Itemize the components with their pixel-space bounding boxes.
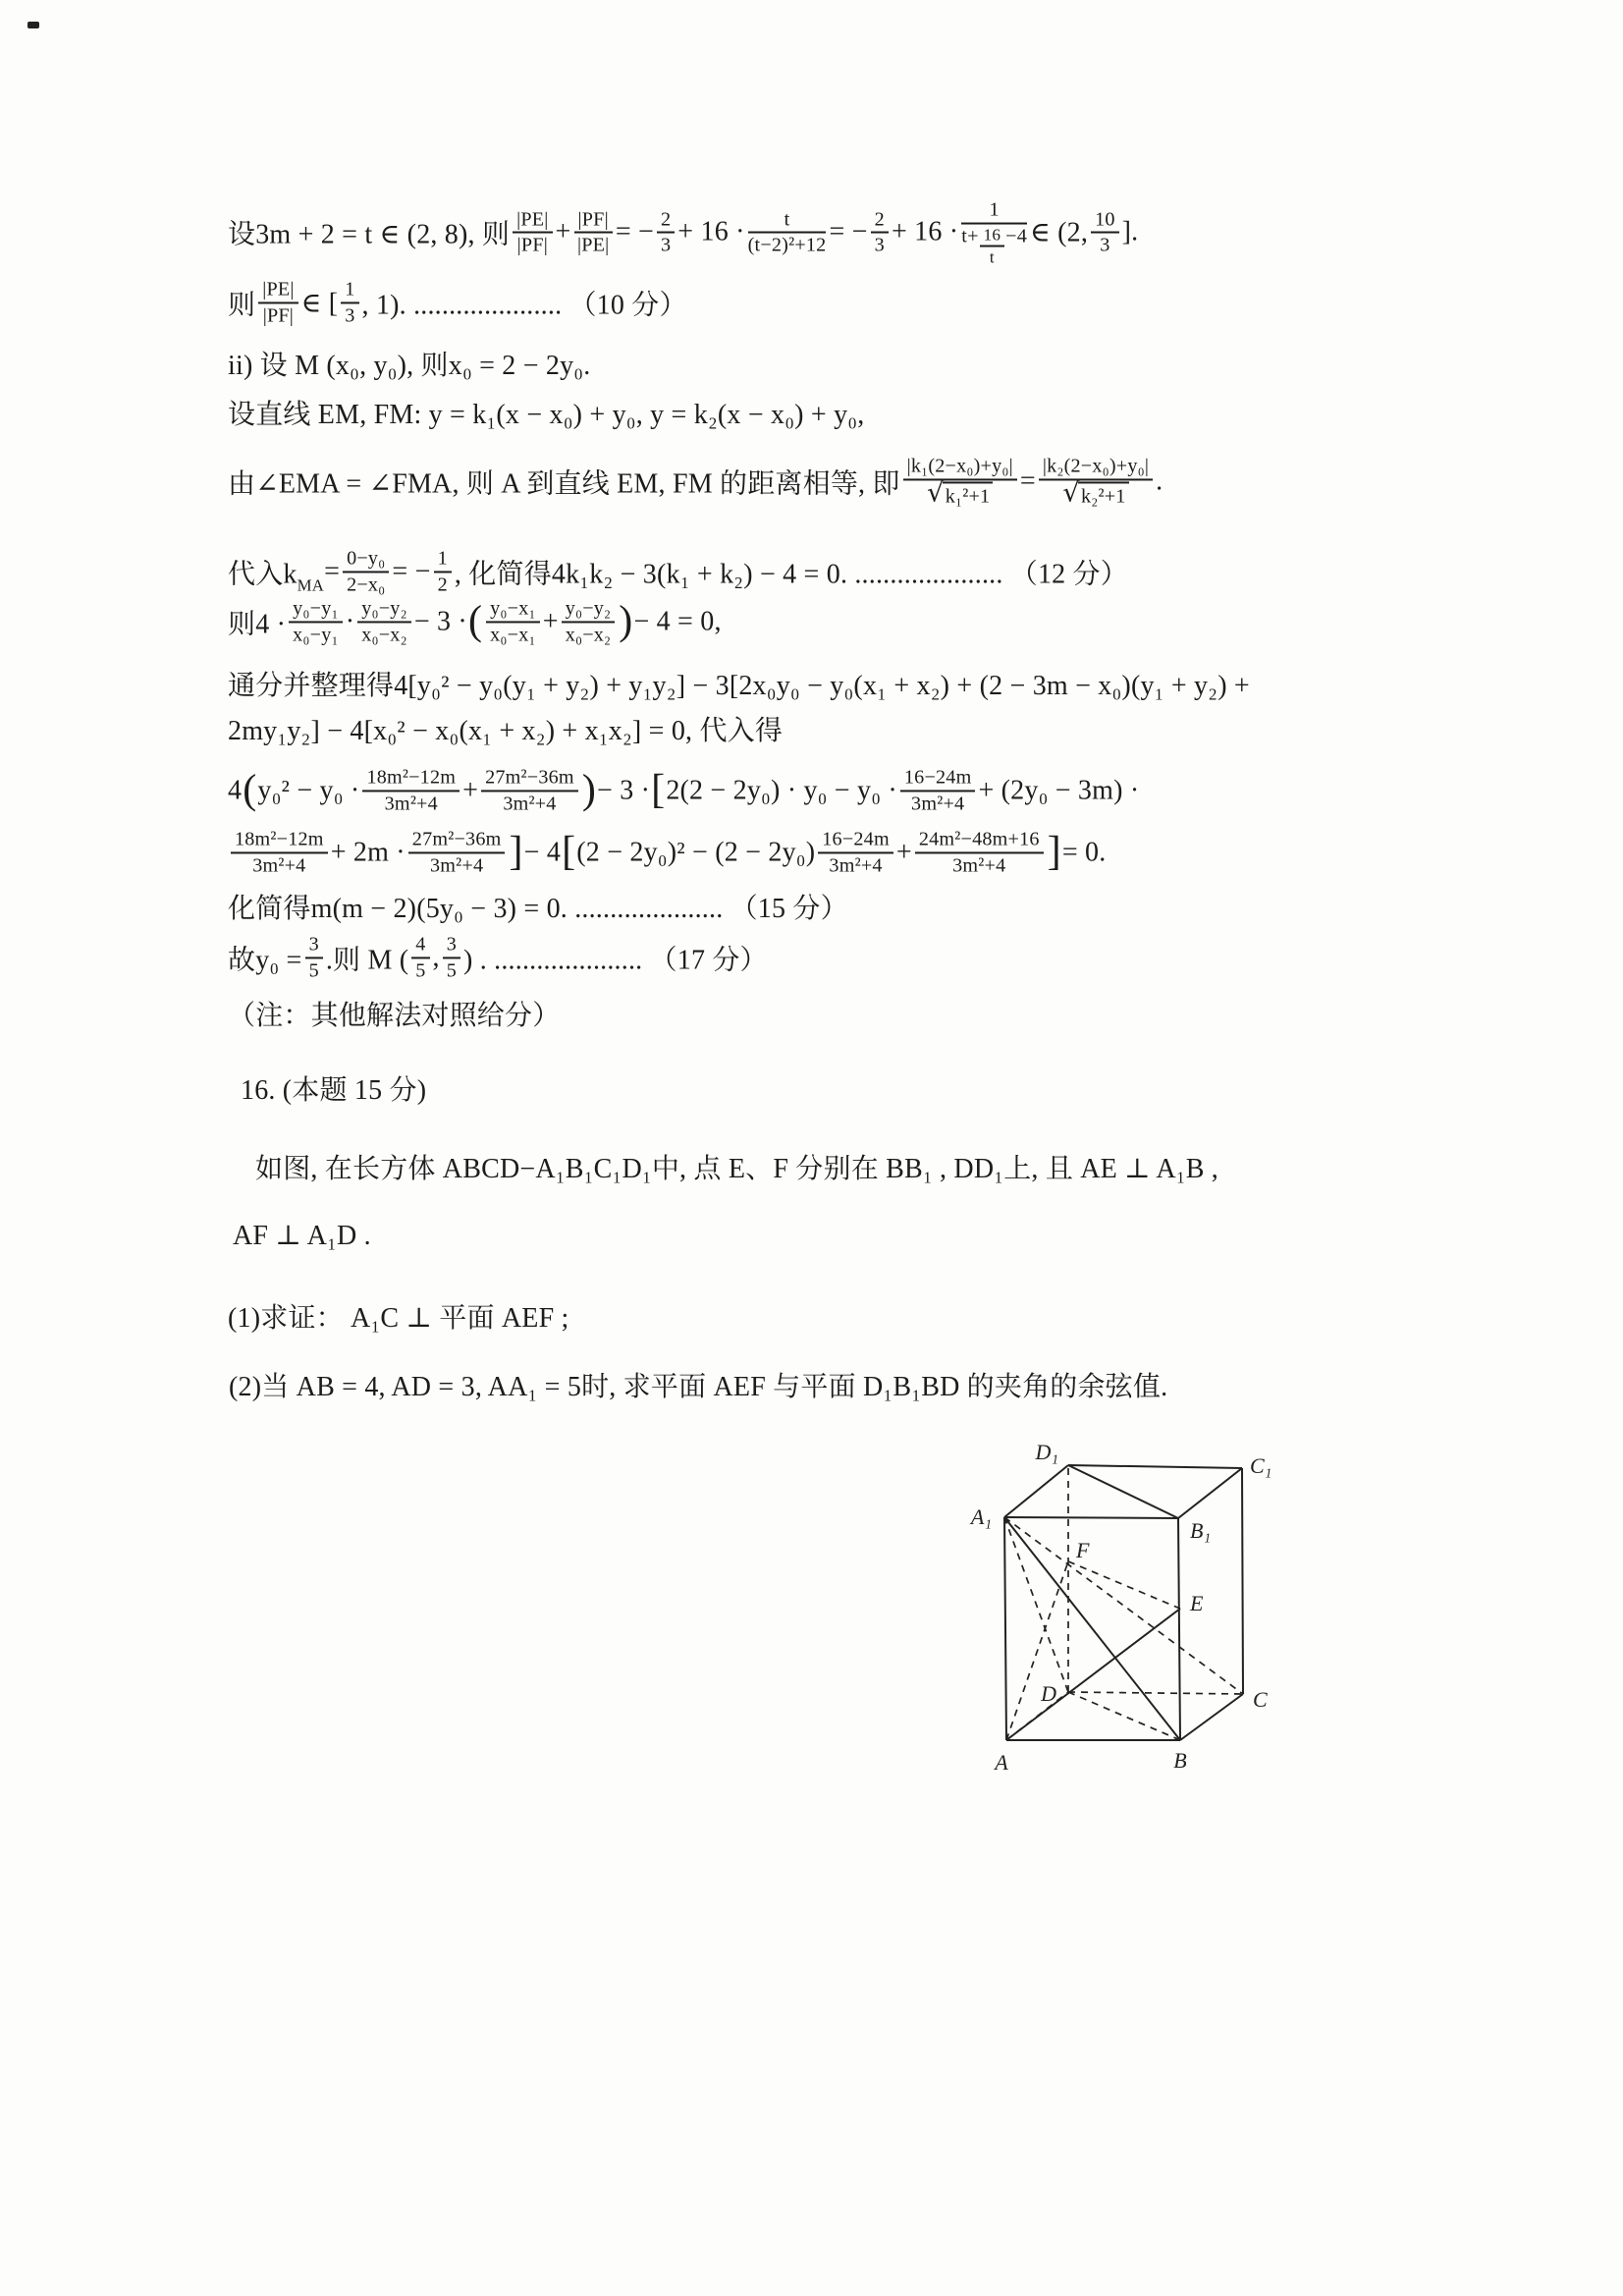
fraction: $\frac{\text{y₀−y₂}}{\text{x₀−x₂}}$ — [357, 597, 411, 645]
fraction: $\frac{\text{y₀−x₁}}{\text{x₀−x₁}}$ — [486, 597, 540, 645]
vertex-label-E: E — [1190, 1591, 1204, 1615]
edge-A1-B1 — [1004, 1517, 1178, 1518]
text-run: （注：其他解法对照给分） — [228, 1001, 561, 1031]
fraction: $\frac{\text{18m²−12m}}{\text{3m²+4}}$ — [362, 766, 460, 814]
cuboid-figure — [913, 1414, 1345, 1827]
big-delimiter: ) — [619, 598, 633, 644]
edge-A1-D1 — [1004, 1465, 1068, 1517]
vertex-label-A₁: A₁ — [970, 1504, 992, 1529]
edge-A-E — [1006, 1609, 1180, 1740]
vertex-label-C: C — [1253, 1687, 1268, 1712]
text-run: ii) 设 M (x₀, y₀), 则x₀ = 2 − 2y₀. — [228, 351, 591, 381]
edge-F-E — [1068, 1561, 1180, 1609]
scan-speck — [27, 22, 39, 28]
big-delimiter: ) — [581, 767, 596, 813]
text-run: −4 — [1005, 225, 1028, 247]
fraction: $\frac{\text{18m²−12m}}{\text{3m²+4}}$ — [231, 828, 328, 876]
solution-line — [228, 455, 1163, 507]
text-run: 4 — [228, 775, 243, 805]
subscripted-term: 代入k MA — [228, 559, 325, 594]
fraction: |k₁(2−x₀)+y₀| √ k₁²+1 — [903, 455, 1017, 507]
vertex-label-D: D — [1041, 1681, 1056, 1706]
text-run: + — [542, 606, 559, 636]
solution-line — [228, 994, 560, 1033]
text-run: 16. (本题 15 分) — [241, 1075, 427, 1106]
text-run: = − — [829, 217, 868, 247]
text-run: (2 − 2y₀)² − (2 − 2y₀) — [576, 837, 816, 867]
solution-line — [228, 766, 1139, 814]
fraction: $\frac{\text{0−y₀}}{\text{2−x₀}}$ — [343, 547, 389, 595]
edge-D-B — [1068, 1692, 1180, 1740]
vertex-label-C₁: C₁ — [1250, 1453, 1272, 1478]
solution-line — [228, 709, 783, 748]
text-run: ]. — [1121, 217, 1139, 247]
fraction: $\frac{|PE|}{|PF|}$ — [258, 278, 298, 326]
fraction: $\frac{\text{24m²−48m+16}}{\text{3m²+4}}$ — [915, 828, 1044, 876]
fraction: $\frac{2}{3}$ — [871, 208, 889, 256]
text-run: 通分并整理得4[y₀² − y₀(y₁ + y₂) + y₁y₂] − 3[2x₀y₀ − y₀(x₁ + x₂) + (2 − 3m − x₀)(y₁ + y₂) + — [228, 671, 1250, 701]
text-run: − 3 · — [413, 606, 467, 636]
text-run: = 0. — [1061, 837, 1107, 867]
vertex-label-F: F — [1076, 1538, 1090, 1562]
text-run: , — [432, 942, 440, 972]
edge-B-C — [1180, 1694, 1243, 1740]
solution-line — [228, 887, 848, 926]
fraction: $\frac{|PF|}{|PE|}$ — [574, 208, 613, 256]
text-run: 化简得m(m − 2)(5y₀ − 3) = 0. ..................... （15 分） — [228, 894, 848, 924]
text-run: − 4 = 0, — [633, 606, 722, 636]
big-delimiter: ( — [243, 767, 257, 813]
text-run: · — [345, 606, 355, 636]
edge-D-C — [1068, 1692, 1243, 1694]
problem16-line — [228, 1296, 569, 1336]
fraction: $\frac{3}{5}$ — [305, 933, 323, 981]
problem16-line — [255, 1147, 1218, 1186]
edge-A-F — [1006, 1561, 1068, 1740]
text-run: = — [324, 556, 341, 586]
text-run: ∈ (2, — [1030, 218, 1089, 248]
fraction: $\frac{10}{3}$ — [1091, 208, 1119, 256]
text-run: 设3m + 2 = t ∈ (2, 8), 则 — [228, 220, 511, 250]
edge-A1-D — [1004, 1517, 1068, 1692]
text-run: + (2y₀ − 3m) · — [978, 775, 1140, 805]
edge-B1-C1 — [1178, 1468, 1242, 1518]
fraction: $\frac{1}{2}$ — [434, 547, 452, 595]
text-run: 则4 · — [228, 609, 287, 639]
text-run: + — [555, 217, 571, 247]
edge-A-A1 — [1004, 1517, 1006, 1740]
text-run: , 1). ..................... （10 分） — [361, 290, 687, 320]
vertex-label-A: A — [995, 1750, 1008, 1775]
text-run: − 3 · — [597, 775, 651, 805]
text-run: 2my₁y₂] − 4[x₀² − x₀(x₁ + x₂) + x₁x₂] = 0, 代入得 — [228, 716, 784, 746]
problem16-line — [229, 1365, 1167, 1404]
fraction: $\frac{\text{27m²−36m}}{\text{3m²+4}}$ — [481, 766, 578, 814]
solution-line — [228, 393, 864, 432]
fraction: $\frac{1}{3}$ — [341, 278, 358, 326]
solution-line — [228, 547, 1128, 595]
fraction: |k₂(2−x₀)+y₀| √ k₂²+1 — [1039, 455, 1153, 507]
big-delimiter: ( — [467, 598, 483, 644]
fraction: $\frac{16-24m}{\text{3m²+4}}$ — [900, 766, 976, 814]
text-run: 2(2 − 2y₀) · y₀ − y₀ · — [666, 775, 897, 805]
radical-sign: √ — [927, 477, 945, 508]
big-delimiter: ] — [509, 829, 523, 875]
vertex-label-B: B — [1173, 1748, 1187, 1773]
text-run: AF ⊥ A₁D . — [233, 1221, 371, 1251]
text-run: = — [1019, 465, 1036, 496]
solution-line — [228, 933, 768, 981]
fraction: $\frac{\text{27m²−36m}}{\text{3m²+4}}$ — [408, 828, 506, 876]
fraction: $\frac{t}{\text{(t−2)²+12}}$ — [747, 208, 827, 256]
text-run: , 化简得4k₁k₂ − 3(k₁ + k₂) − 4 = 0. ..................... （12 分） — [454, 559, 1128, 589]
solution-line — [228, 597, 722, 645]
edge-C-C1 — [1242, 1468, 1243, 1694]
text-run: t+ — [961, 225, 979, 247]
text-run: + 16 · — [891, 217, 959, 247]
text-run: 由∠EMA = ∠FMA, 则 A 到直线 EM, FM 的距离相等, 即 — [228, 468, 900, 499]
text-run: (1)求证： A₁C ⊥ 平面 AEF ; — [228, 1303, 569, 1334]
text-run: 则 — [228, 290, 256, 320]
fraction: 1 t+ $\frac{16}{t}$ −4 — [961, 198, 1028, 267]
text-run: y₀² − y₀ · — [257, 775, 360, 805]
solution-line — [228, 344, 590, 383]
text-run: . — [1156, 465, 1163, 496]
text-run: 如图, 在长方体 ABCD−A₁B₁C₁D₁中, 点 E、F 分别在 BB₁ , DD₁上, 且 AE ⊥ A₁B , — [255, 1154, 1218, 1184]
edge-D1-B1 — [1068, 1465, 1178, 1518]
fraction: $\frac{3}{5}$ — [443, 933, 460, 981]
text-run: = − — [615, 217, 655, 247]
text-run: ∈ [ — [300, 288, 339, 318]
fraction: $\frac{|PE|}{|PF|}$ — [513, 208, 552, 256]
solution-line — [228, 278, 687, 326]
solution-line — [228, 828, 1106, 876]
fraction: $\frac{4}{5}$ — [411, 933, 429, 981]
fraction: $\frac{2}{3}$ — [657, 208, 675, 256]
text-run: 设直线 EM, FM: y = k₁(x − x₀) + y₀, y = k₂(x − x₀) + y₀, — [228, 400, 865, 430]
big-delimiter: [ — [651, 767, 666, 813]
fraction: $\frac{\text{y₀−y₁}}{\text{x₀−y₁}}$ — [289, 597, 343, 645]
fraction: $\frac{\text{y₀−y₂}}{\text{x₀−x₂}}$ — [562, 597, 616, 645]
text-run: + — [462, 775, 479, 805]
text-run: + 2m · — [330, 837, 406, 867]
fraction: $\frac{16-24m}{\text{3m²+4}}$ — [818, 828, 893, 876]
text-run: − 4 — [523, 837, 562, 867]
fraction: $\frac{16}{t}$ — [980, 225, 1005, 266]
text-run: = − — [392, 556, 431, 586]
big-delimiter: [ — [562, 829, 576, 875]
edge-D1-C1 — [1068, 1465, 1242, 1468]
problem16-line — [241, 1068, 426, 1108]
big-delimiter: ] — [1047, 829, 1061, 875]
text-run: + 16 · — [677, 217, 745, 247]
text-run: ) . ..................... （17 分） — [463, 945, 768, 975]
problem16-line — [233, 1219, 371, 1252]
text-run: .则 M ( — [325, 945, 409, 975]
vertex-label-B₁: B₁ — [1190, 1518, 1212, 1543]
text-run: + — [895, 837, 912, 867]
text-run: 故y₀ = — [228, 945, 302, 975]
edge-B-B1 — [1178, 1518, 1180, 1740]
vertex-label-D₁: D₁ — [1035, 1440, 1058, 1464]
text-run: (2)当 AB = 4, AD = 3, AA₁ = 5时, 求平面 AEF 与平面 D₁B₁BD 的夹角的余弦值. — [229, 1372, 1168, 1402]
solution-line — [228, 664, 1250, 703]
radical-sign: √ — [1062, 477, 1080, 508]
solution-line — [228, 199, 1138, 267]
